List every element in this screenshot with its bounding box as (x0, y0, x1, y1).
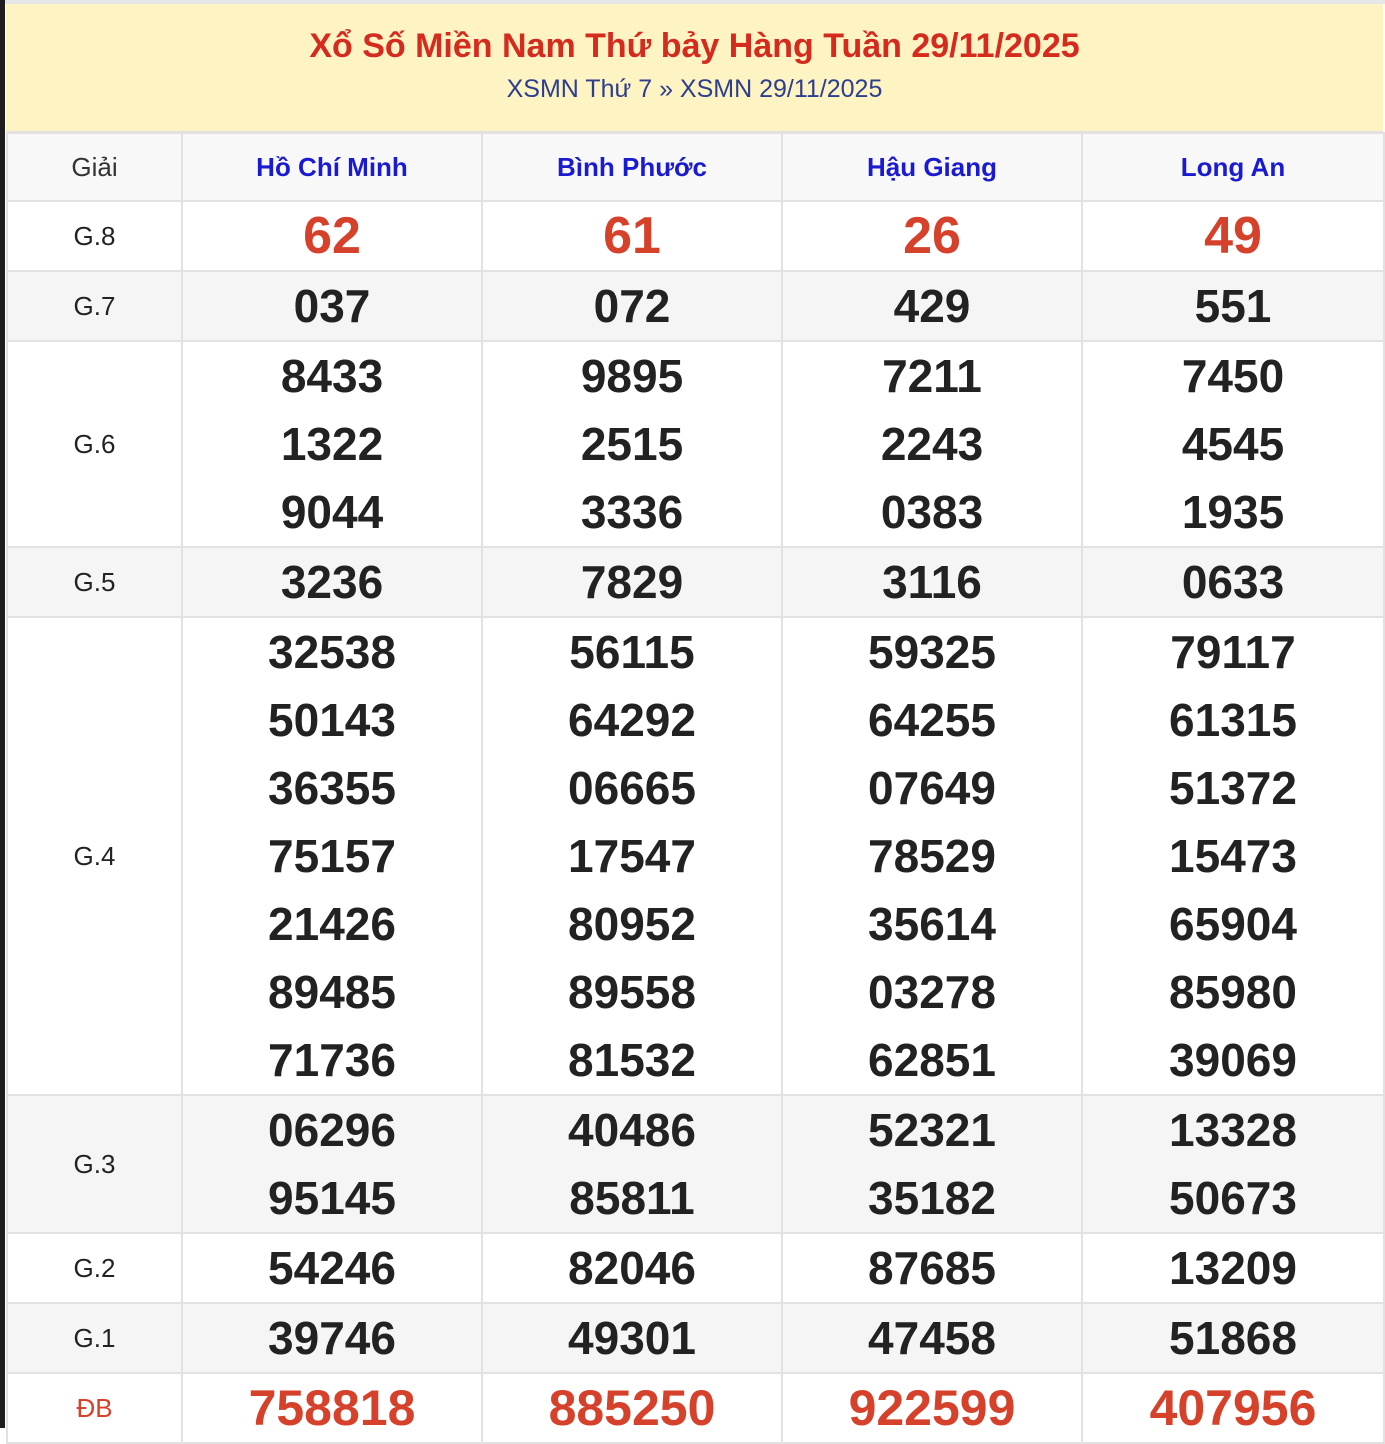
result-cell (782, 271, 1082, 341)
result-cell (1082, 201, 1384, 271)
result-cell (782, 1303, 1082, 1373)
result-number: 0633 (1181, 556, 1285, 608)
prize-row (7, 341, 1384, 547)
result-number: 87685 (868, 1242, 996, 1294)
window-edge (0, 0, 5, 1428)
result-number: 85980 (1169, 966, 1297, 1018)
result-number: 50673 (1169, 1172, 1297, 1224)
result-number: 07649 (868, 762, 996, 814)
result-cell (182, 1373, 482, 1443)
prize-label: G.6 (7, 341, 182, 547)
result-number: 49301 (568, 1312, 696, 1364)
column-header-province[interactable]: Long An (1082, 133, 1384, 201)
result-cell (1082, 1233, 1384, 1303)
result-number: 7829 (580, 556, 684, 608)
column-header-province[interactable]: Hồ Chí Minh (182, 133, 482, 201)
result-number: 95145 (268, 1172, 396, 1224)
result-number: 39746 (268, 1312, 396, 1364)
result-number: 7450 (1181, 350, 1285, 402)
prize-row (7, 1233, 1384, 1303)
result-number: 78529 (868, 830, 996, 882)
result-cell (482, 1373, 782, 1443)
result-cell (182, 341, 482, 547)
result-cell (782, 341, 1082, 547)
result-number: 3116 (882, 556, 982, 608)
result-number: 885250 (548, 1380, 716, 1436)
result-number: 79117 (1170, 626, 1296, 678)
result-number: 47458 (868, 1312, 996, 1364)
result-cell (482, 201, 782, 271)
result-cell (1082, 1095, 1384, 1233)
result-number: 1935 (1181, 486, 1285, 538)
result-number: 82046 (568, 1242, 696, 1294)
result-cell (1082, 1303, 1384, 1373)
result-cell (1082, 341, 1384, 547)
result-number: 3236 (280, 556, 384, 608)
page-title: Xổ Số Miền Nam Thứ bảy Hàng Tuần 29/11/2025 (309, 27, 1080, 65)
breadcrumb-link-xsmn-thu-7[interactable]: XSMN Thứ 7 (506, 75, 653, 103)
result-cell (182, 1303, 482, 1373)
prize-row (7, 1303, 1384, 1373)
result-cell (182, 1233, 482, 1303)
result-number: 13209 (1169, 1242, 1297, 1294)
result-number: 62 (303, 207, 361, 265)
result-number: 4545 (1181, 418, 1285, 470)
result-number: 0383 (880, 486, 984, 538)
result-number: 85811 (569, 1172, 695, 1224)
prize-label: G.7 (7, 271, 182, 341)
breadcrumb-link-xsmn-date[interactable]: XSMN 29/11/2025 (679, 75, 883, 103)
result-cell (482, 617, 782, 1095)
result-number: 551 (1194, 280, 1272, 332)
result-number: 922599 (848, 1380, 1016, 1436)
result-cell (482, 1233, 782, 1303)
result-number: 06665 (568, 762, 696, 814)
result-number: 26 (903, 207, 961, 265)
result-number: 9895 (580, 350, 684, 402)
prize-row (7, 547, 1384, 617)
prize-label: ĐB (7, 1373, 182, 1443)
result-number: 15473 (1169, 830, 1297, 882)
result-number: 06296 (268, 1104, 396, 1156)
result-cell (482, 341, 782, 547)
result-number: 17547 (568, 830, 696, 882)
result-number: 8433 (280, 350, 384, 402)
result-cell (782, 547, 1082, 617)
result-cell (482, 1303, 782, 1373)
result-number: 7211 (882, 350, 982, 402)
breadcrumb (6, 74, 1383, 104)
result-number: 037 (293, 280, 371, 332)
result-number: 89485 (268, 966, 396, 1018)
result-number: 36355 (268, 762, 396, 814)
result-number: 52321 (868, 1104, 996, 1156)
prize-label: G.5 (7, 547, 182, 617)
result-cell (782, 1373, 1082, 1443)
result-number: 64292 (568, 694, 696, 746)
result-number: 40486 (568, 1104, 696, 1156)
result-number: 61315 (1169, 694, 1297, 746)
result-cell (482, 1095, 782, 1233)
result-number: 64255 (868, 694, 996, 746)
prize-row (7, 271, 1384, 341)
result-number: 89558 (568, 966, 696, 1018)
result-number: 407956 (1149, 1380, 1317, 1436)
result-number: 50143 (268, 694, 396, 746)
result-cell (1082, 1373, 1384, 1443)
result-number: 62851 (868, 1034, 996, 1086)
result-cell (482, 547, 782, 617)
result-number: 49 (1204, 207, 1262, 265)
result-number: 9044 (280, 486, 384, 538)
prize-label: G.2 (7, 1233, 182, 1303)
results-header (6, 4, 1383, 132)
column-header-giai: Giải (7, 133, 182, 201)
prize-row (7, 617, 1384, 1095)
result-cell (182, 271, 482, 341)
prize-label: G.1 (7, 1303, 182, 1373)
result-number: 56115 (569, 626, 695, 678)
result-number: 35182 (868, 1172, 996, 1224)
result-number: 35614 (868, 898, 996, 950)
prize-label: G.8 (7, 201, 182, 271)
prize-row (7, 1095, 1384, 1233)
result-number: 1322 (280, 418, 384, 470)
result-number: 072 (593, 280, 671, 332)
result-cell (1082, 617, 1384, 1095)
result-number: 75157 (268, 830, 396, 882)
table-header-row (7, 133, 1384, 201)
result-number: 80952 (568, 898, 696, 950)
column-header-province[interactable]: Hậu Giang (782, 133, 1082, 201)
prize-label: G.3 (7, 1095, 182, 1233)
result-number: 03278 (868, 966, 996, 1018)
result-cell (482, 271, 782, 341)
result-number: 3336 (580, 486, 684, 538)
result-number: 429 (893, 280, 971, 332)
result-cell (782, 201, 1082, 271)
result-number: 13328 (1169, 1104, 1297, 1156)
result-number: 71736 (268, 1034, 396, 1086)
result-cell (182, 547, 482, 617)
result-cell (782, 1233, 1082, 1303)
result-number: 61 (603, 207, 661, 265)
result-cell (182, 617, 482, 1095)
result-number: 32538 (268, 626, 396, 678)
prize-label: G.4 (7, 617, 182, 1095)
result-cell (182, 201, 482, 271)
result-number: 758818 (248, 1380, 416, 1436)
results-table (6, 132, 1385, 1444)
results-panel (6, 4, 1383, 1444)
result-cell (1082, 271, 1384, 341)
result-cell (782, 617, 1082, 1095)
prize-row (7, 201, 1384, 271)
result-number: 2515 (580, 418, 684, 470)
result-cell (782, 1095, 1082, 1233)
breadcrumb-separator: » (659, 75, 673, 103)
result-number: 54246 (268, 1242, 396, 1294)
prize-row (7, 1373, 1384, 1443)
column-header-province[interactable]: Bình Phước (482, 133, 782, 201)
result-number: 21426 (268, 898, 396, 950)
results-body (7, 201, 1384, 1443)
result-cell (1082, 547, 1384, 617)
result-number: 65904 (1169, 898, 1297, 950)
result-number: 2243 (880, 418, 984, 470)
result-number: 51372 (1169, 762, 1297, 814)
result-number: 39069 (1169, 1034, 1297, 1086)
result-number: 59325 (868, 626, 996, 678)
result-number: 51868 (1169, 1312, 1297, 1364)
result-number: 81532 (568, 1034, 696, 1086)
result-cell (182, 1095, 482, 1233)
